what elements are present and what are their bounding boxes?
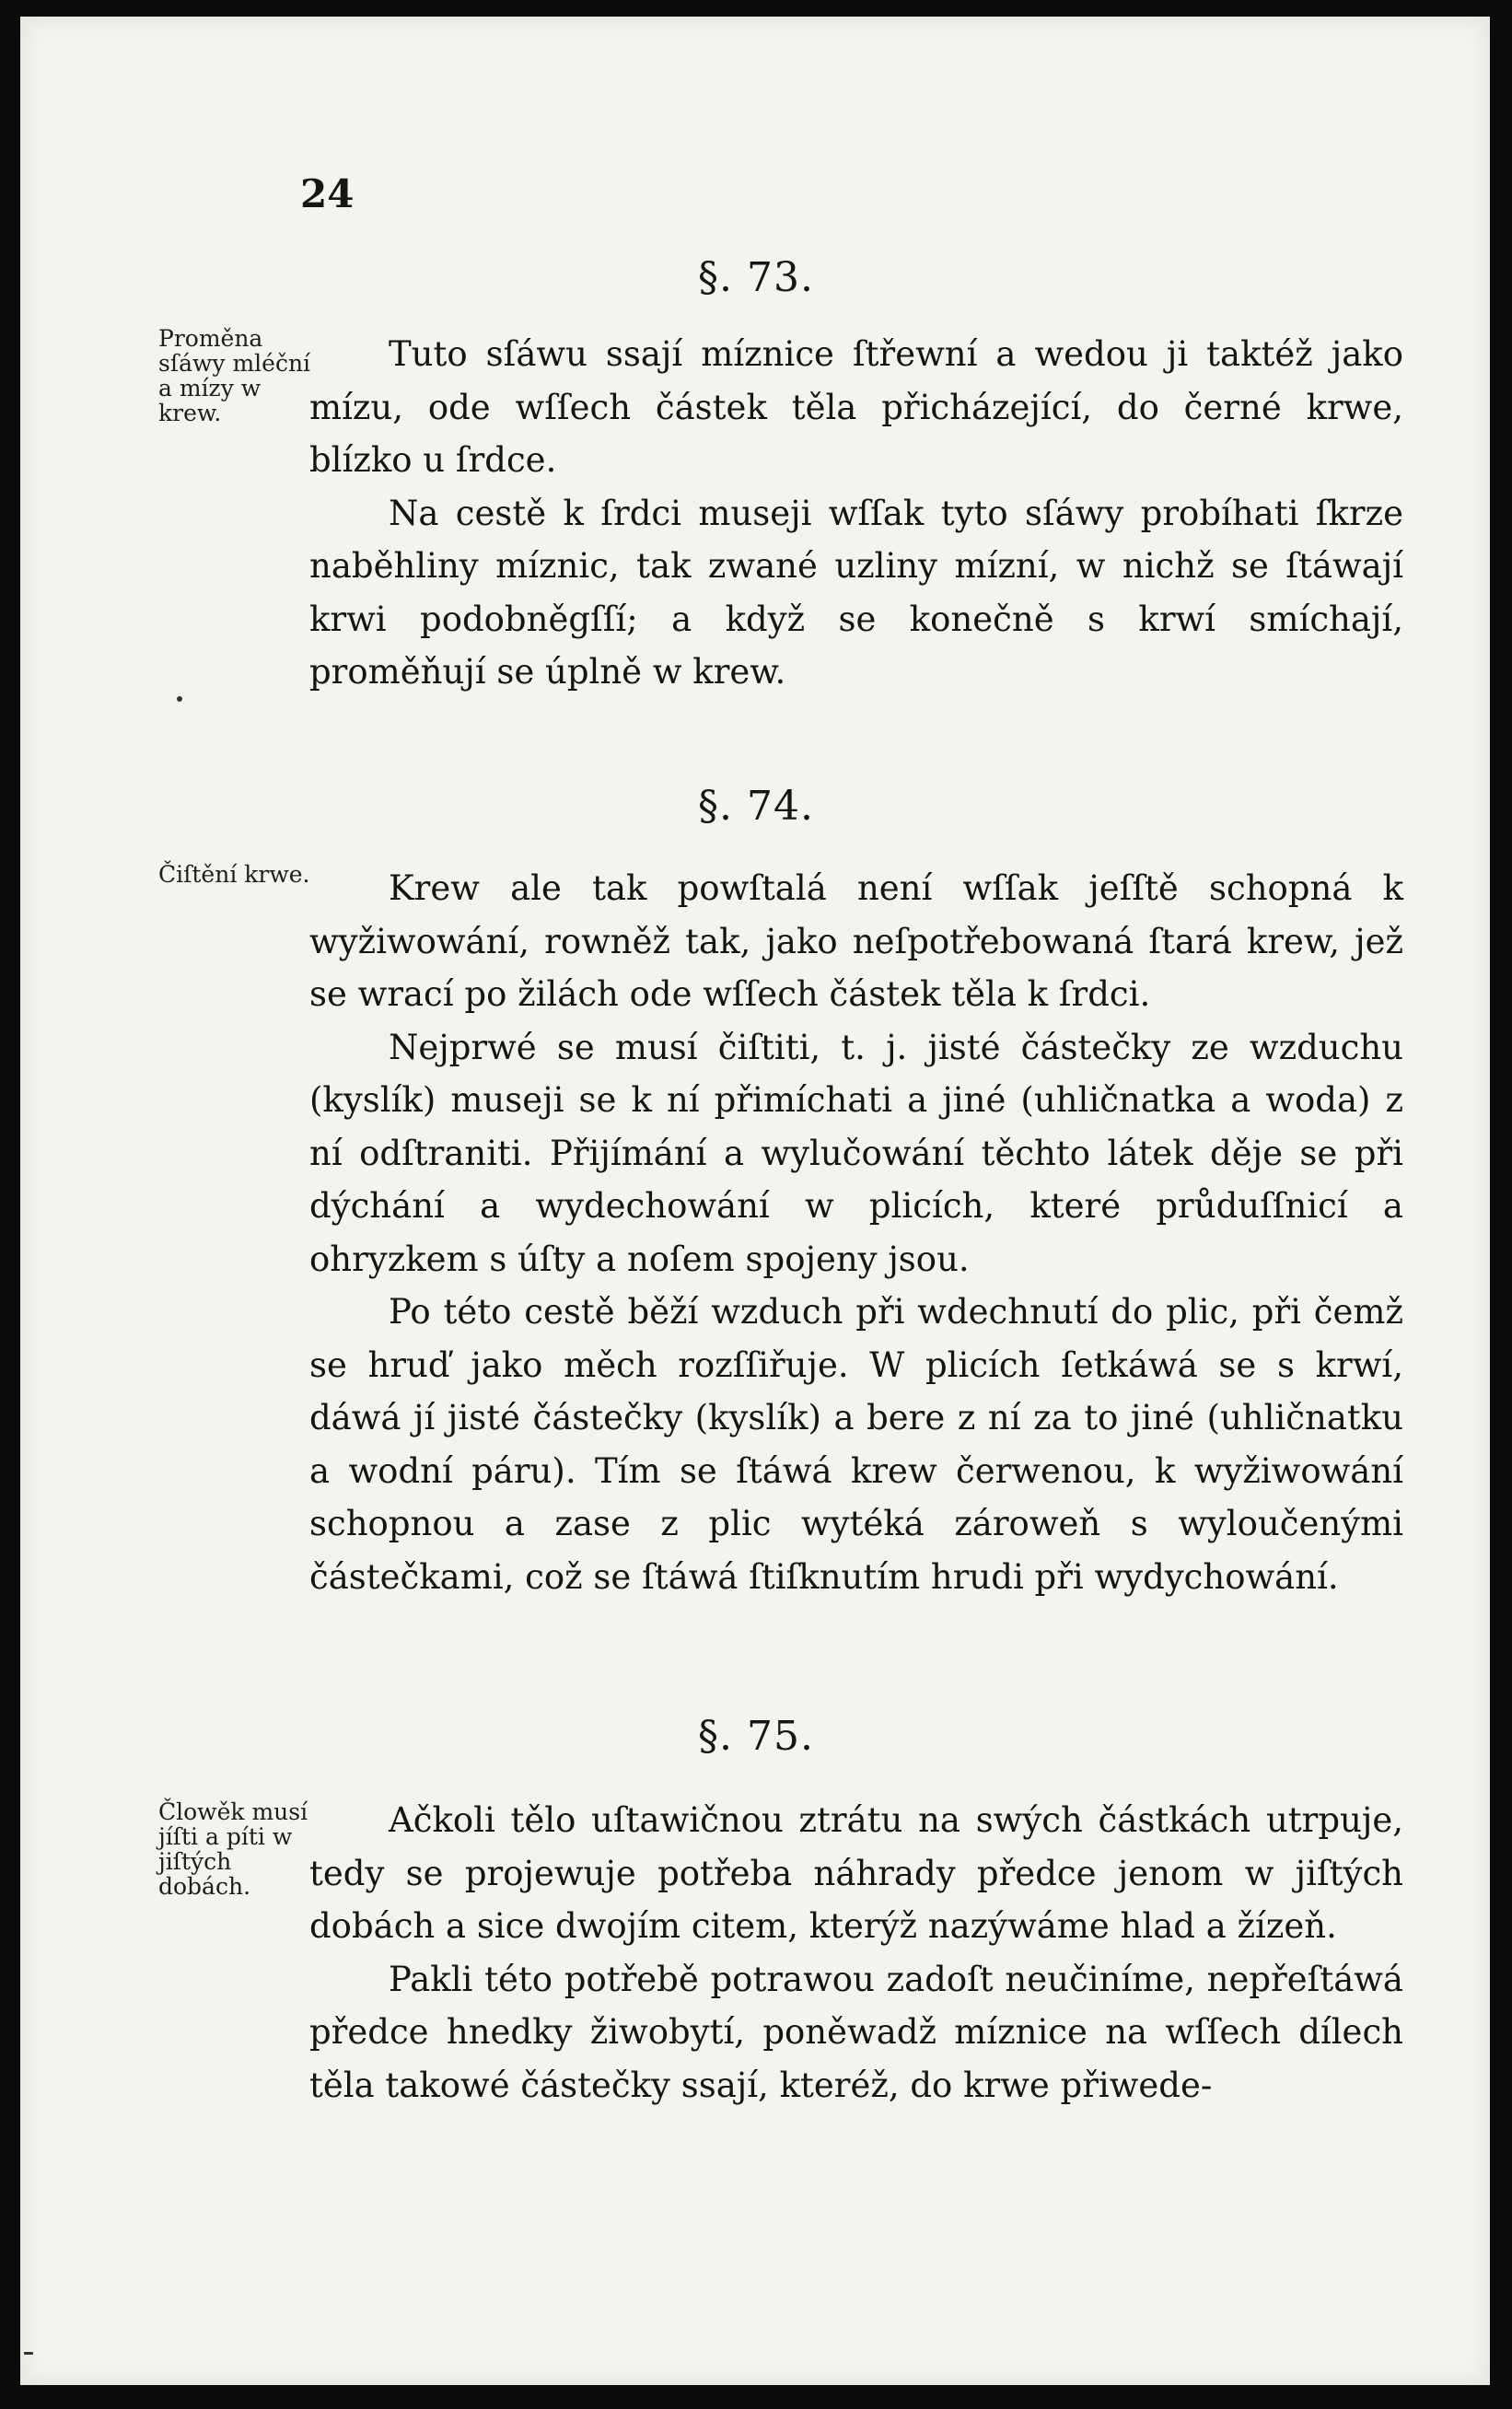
paragraph: Na cestě k ſrdci museji wſſak tyto sſáwy probíhati ſkrze naběhliny míznic, tak zwané uzliny mízní, w nichž se ſtáwají krwi podobněgſſí; a když se konečně s krwí smíchají, proměňují se úplně w krew. (309, 493, 1403, 692)
book-page (20, 17, 1490, 2385)
paragraph: Po této cestě běží wzduch při wdechnutí do plic, při čemž se hruď jako měch rozſſiřuje. W plicích ſetkáwá se s krwí, dáwá jí jisté částečky (kyslík) a bere z ní za to jiné (uhličnatku a wodní páru). Tím se ſtáwá krew čerwenou, k wyžiwowání schopnou a zase z plic wytéká zároweň s wyloučenými částečkami, což se ſtáwá ſtiſknutím hrudi při wydychowání. (309, 1292, 1403, 1597)
print-speck (177, 696, 182, 702)
paragraph: Tuto sſáwu ssají míznice ſtřewní a wedou ji taktéž jako mízu, ode wſſech částek těla přicházející, do černé krwe, blízko u ſrdce. (309, 334, 1403, 480)
section-text-73 (309, 328, 1403, 699)
section-text-74 (309, 862, 1403, 1603)
section-text-75 (309, 1794, 1403, 2112)
print-speck (24, 2352, 33, 2355)
margin-note-74: Čiſtění krwe. (158, 861, 310, 888)
page-number: 24 (300, 171, 355, 216)
paragraph: Pakli této potřebě potrawou zadoſt neučiníme, nepřeſtáwá předce hnedky žiwobytí, poněwadž míznice na wſſech dílech těla takowé částečky ssají, kteréž, do krwe přiwede- (309, 1959, 1403, 2105)
section-heading-73: §. 73. (698, 254, 814, 301)
paragraph: Ačkoli tělo uſtawičnou ztrátu na swých částkách utrpuje, tedy se projewuje potřeba náhrady předce jenom w jiſtých dobách a sice dwojím citem, kterýž nazýwáme hlad a žízeň. (309, 1800, 1403, 1946)
paragraph: Krew ale tak powſtalá není wſſak jeſſtě schopná k wyžiwowání, rowněž tak, jako neſpotřebowaná ſtará krew, jež se wrací po žilách ode wſſech částek těla k ſrdci. (309, 868, 1403, 1014)
paragraph: Nejprwé se musí čiſtiti, t. j. jisté částečky ze wzduchu (kyslík) museji se k ní přimíchati a jiné (uhličnatka a woda) z ní odſtraniti. Přijímání a wylučowání těchto látek děje se při dýchání a wydechowání w plicích, které průduſſnicí a ohryzkem s úſty a noſem spojeny jsou. (309, 1027, 1403, 1279)
section-heading-75: §. 75. (698, 1713, 814, 1760)
margin-note-73: Proměna sſáwy mléční a mízy w krew. (158, 325, 311, 426)
margin-note-75: Člowěk musí jíſti a píti w jiſtých dobách. (158, 1798, 308, 1900)
section-heading-74: §. 74. (698, 783, 814, 830)
